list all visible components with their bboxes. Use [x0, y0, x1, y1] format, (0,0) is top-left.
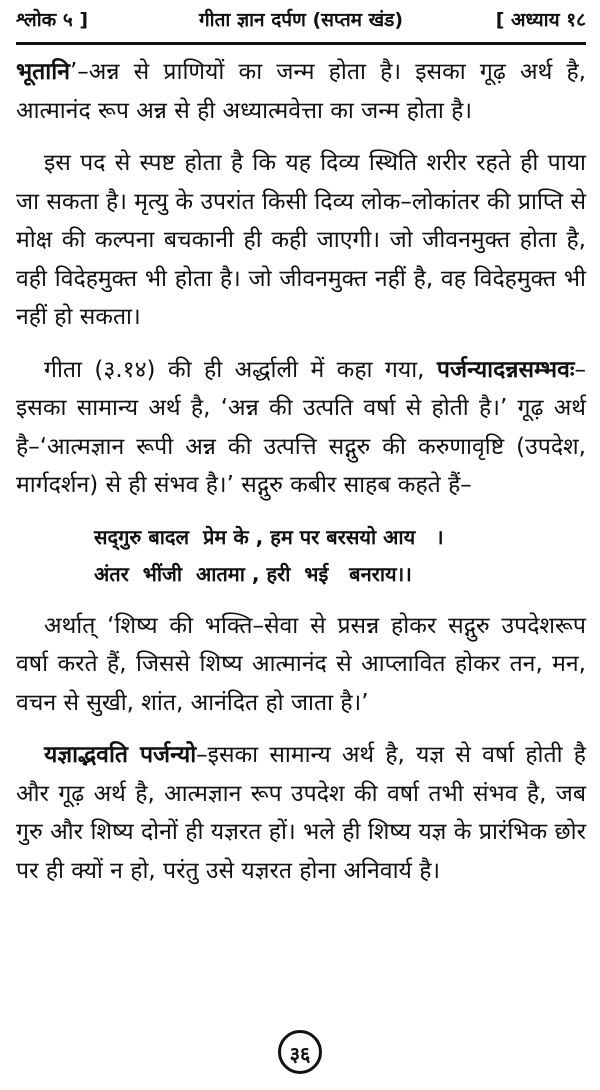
paragraph-4-text: अर्थात् ‘शिष्य की भक्ति–सेवा से प्रसन्न होकर सद्गुरु उपदेशरूप वर्षा करते हैं, जिससे शिष्य आत्मानंद से आप्लावित होकर तन, मन, वचन से सुखी, शांत, आनंदित हो जाता है।’	[16, 612, 586, 716]
paragraph-3	[16, 351, 586, 505]
verse-line-1: सद्‌गुरु बादल प्रेम के , हम पर बरसयो आय ।	[94, 524, 444, 549]
verse-line-2: अंतर भींजी आतमा , हरी भई बनराय।।	[94, 561, 412, 586]
page-number: ३६	[278, 1030, 322, 1074]
paragraph-5-text: –इसका सामान्य अर्थ है, यज्ञ से वर्षा होती है और गूढ़ अर्थ है, आत्मज्ञान रूप उपदेश की वर्षा तभी संभव है, जब गुरु और शिष्य दोनों ही यज्ञरत हों। भले ही शिष्य यज्ञ के प्रारंभिक छोर पर ही क्यों न हो, परंतु उसे यज्ञरत होना अनिवार्य है।	[16, 742, 586, 884]
kabir-verse	[16, 519, 586, 593]
term-parjanyadanna: पर्जन्यादन्नसम्भवः	[436, 356, 575, 383]
term-yajnadbhavati: यज्ञाद्भवति पर्जन्यो	[44, 742, 197, 768]
paragraph-3-lead: गीता (३.१४) की ही अर्द्धाली में कहा गया,	[44, 356, 425, 383]
page-header	[16, 0, 586, 45]
paragraph-3-text: –इसका सामान्य अर्थ है, ‘अन्न की उत्पति वर्षा से होती है।’ गूढ़ अर्थ है–‘आत्मज्ञान रूपी अन्न की उत्पत्ति सद्गुरु की करुणावृष्टि (उपदेश, मार्गदर्शन) से ही संभव है।’ सद्गुरु कबीर साहब कहते हैं–	[16, 356, 587, 498]
term-bhutani: भूतानि	[16, 59, 70, 85]
paragraph-4	[16, 607, 586, 723]
paragraph-5	[16, 736, 586, 890]
header-book-title: गीता ज्ञान दर्पण (सप्तम खंड)	[198, 9, 404, 31]
header-shloka: श्लोक ५ ]	[16, 9, 89, 31]
page-footer	[0, 1030, 600, 1074]
paragraph-1	[16, 53, 586, 130]
paragraph-2-text: इस पद से स्पष्ट होता है कि यह दिव्य स्थिति शरीर रहते ही पाया जा सकता है। मृत्यु के उपरांत किसी दिव्य लोक–लोकांतर की प्राप्ति से मोक्ष की कल्पना बचकानी ही कही जाएगी। जो जीवनमुक्त होता है, वही विदेहमुक्त भी होता है। जो जीवनमुक्त नहीं है, वह विदेहमुक्त भी नहीं हो सकता।	[16, 150, 586, 330]
paragraph-1-text: ’–अन्न से प्राणियों का जन्म होता है। इसका गूढ़ अर्थ है, आत्मानंद रूप अन्न से ही अध्यात्मवेत्ता का जन्म होता है।	[16, 59, 586, 124]
header-chapter: [ अध्याय १८	[495, 9, 586, 31]
paragraph-2	[16, 144, 586, 337]
page-body	[16, 53, 586, 890]
